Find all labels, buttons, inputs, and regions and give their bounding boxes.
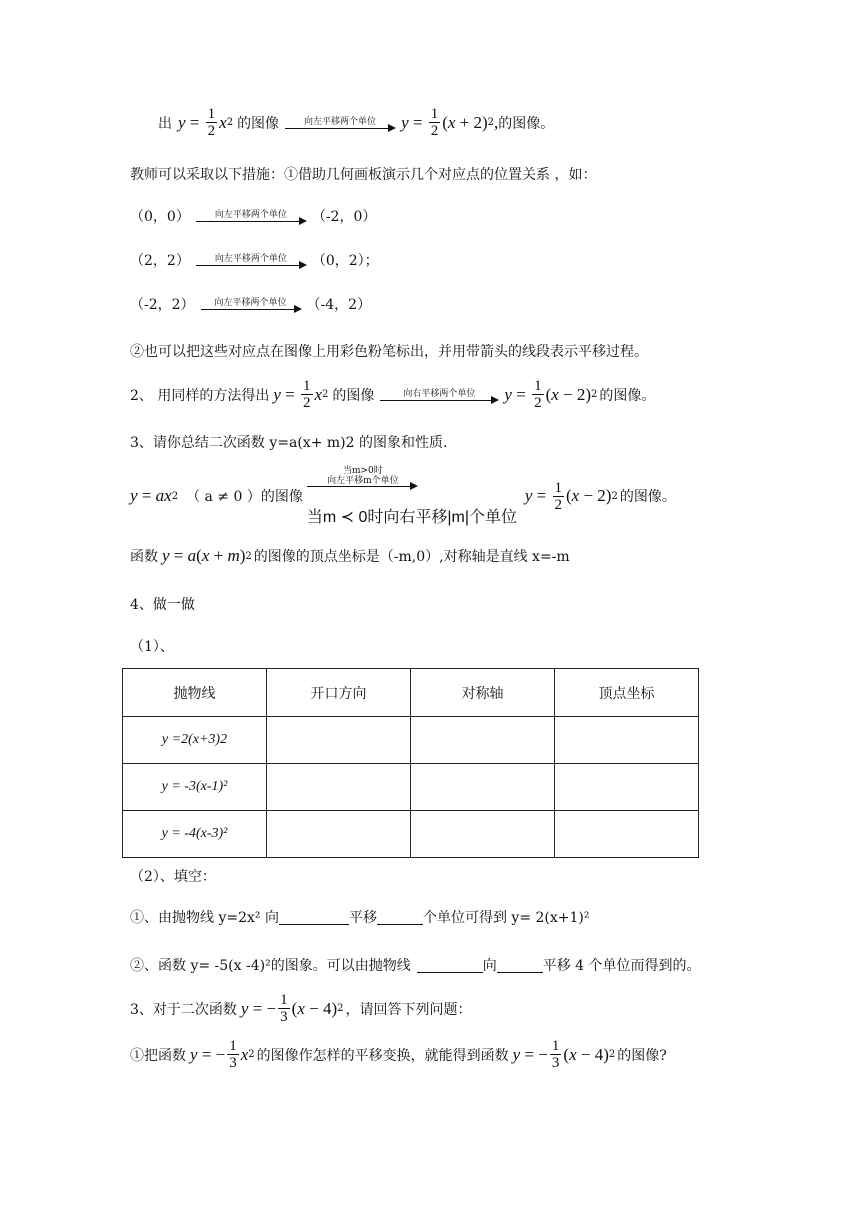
header-parabola: 抛物线 — [123, 669, 267, 717]
arrow-shift-left: 向左平移两个单位 — [285, 117, 395, 129]
row-3-opening[interactable] — [267, 811, 411, 858]
text: 出 — [158, 115, 172, 132]
row-1-vertex[interactable] — [555, 717, 699, 764]
teacher-measures: 教师可以采取以下措施：①借助几何画板演示几个对应点的位置关系 ，如： — [130, 167, 597, 183]
row-1-opening[interactable] — [267, 717, 411, 764]
pair-2: （2，2） 向左平移两个单位 （0，2）； — [130, 253, 379, 269]
text: 的图像。 — [498, 115, 555, 132]
chalk-note: ②也可以把这些对应点在图像上用彩色粉笔标出，并用带箭头的线段表示平移过程。 — [130, 344, 648, 360]
blank-direction[interactable] — [279, 910, 349, 925]
row-2-axis[interactable] — [411, 764, 555, 811]
fill-question-2: ②、函数 y= -5(x -4)²的图象。可以由抛物线 向 平移 4 个单位而得到的。 — [130, 958, 701, 974]
row-2-parabola: y = -3(x-1)² — [123, 764, 267, 811]
part-1: （1）、 — [130, 639, 174, 655]
text: 的图像 — [237, 115, 280, 132]
vertex-statement: 函数 y = a ( x + m ) 2 的图像的顶点坐标是（-m,0）,对称轴是直线 x=-m — [130, 546, 570, 565]
row-1-parabola: y =2(x+3)2 — [123, 717, 267, 764]
fill-question-1: ①、由抛物线 y=2x² 向 平移 个单位可得到 y= 2(x+1)² — [130, 910, 590, 926]
pair-1: （0，0） 向左平移两个单位 （-2，0） — [130, 209, 377, 225]
blank-units[interactable] — [377, 910, 423, 925]
section-4: 4、做一做 — [130, 597, 195, 613]
row-3-parabola: y = -4(x-3)² — [123, 811, 267, 858]
blank-parabola[interactable] — [417, 958, 483, 973]
row-3-axis[interactable] — [411, 811, 555, 858]
row-2-vertex[interactable] — [555, 764, 699, 811]
row-1-axis[interactable] — [411, 717, 555, 764]
question-3-1: ①把函数 y = − $\frac{1}{3}$ x 2 的图像作怎样的平移变换，就能得到函数 y = − $\frac{1}{3}$ ( x − 4) 2 的图像? — [130, 1038, 667, 1071]
line-shift-right: 2、 用同样的方法得出 y = $\frac{1}{2}$ x 2 的图像 向右平移两个单位 y = $\frac{1}{2}$ ( x − 2) 2 的图像。 — [130, 378, 656, 411]
line-shift-left: 出 y = $\frac{1}{2}$ x 2 的图像 向左平移两个单位 y = $\frac{1}{2}$ ( x + 2) 2 , 的图像。 — [158, 106, 555, 139]
header-vertex: 顶点坐标 — [555, 669, 699, 717]
general-shift-rule: y = ax 2 （ a ≠ 0 ）的图像 当m>0时 向左平移m个单位 当m ≺ 0时向右平移|m|个单位 y = $\frac{1}{2}$ ( x − 2) 2 的图像。 — [130, 466, 676, 526]
parabola-table — [122, 668, 699, 858]
question-3: 3、对于二次函数 y = − $\frac{1}{3}$ ( x − 4) 2 ，请回答下列问题： — [130, 992, 472, 1025]
header-opening: 开口方向 — [267, 669, 411, 717]
pair-3: （-2，2） 向左平移两个单位 （-4，2） — [130, 297, 372, 313]
row-3-vertex[interactable] — [555, 811, 699, 858]
part-2: （2）、填空： — [130, 869, 216, 885]
header-axis: 对称轴 — [411, 669, 555, 717]
summary-prompt: 3、请你总结二次函数 y=a(x+ m)2 的图象和性质. — [130, 435, 448, 451]
blank-direction-2[interactable] — [497, 958, 543, 973]
row-2-opening[interactable] — [267, 764, 411, 811]
